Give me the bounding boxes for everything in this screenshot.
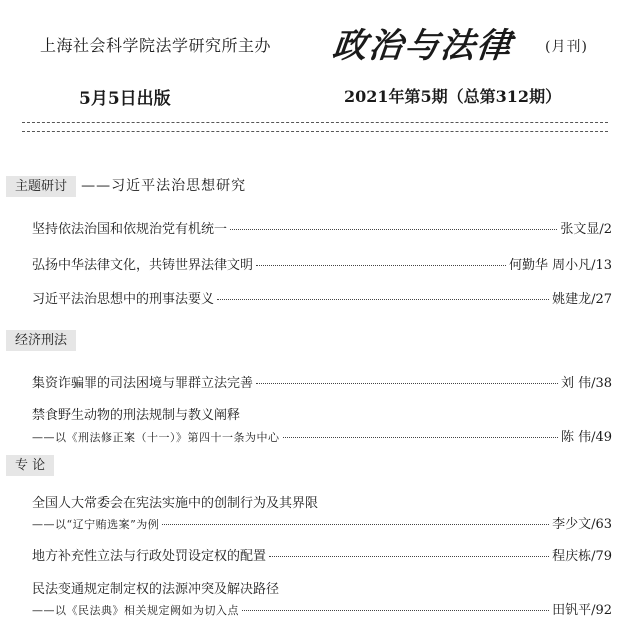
toc-entry[interactable] xyxy=(32,288,612,307)
article-author-page: 田钒平/92 xyxy=(552,603,612,618)
toc-entry-subtitle[interactable] xyxy=(32,513,612,532)
article-title: 地方补充性立法与行政处罚设定权的配置 xyxy=(32,549,267,564)
section-label: 专 论 xyxy=(6,455,54,476)
article-title: 习近平法治思想中的刑事法要义 xyxy=(32,292,215,307)
toc-entry[interactable] xyxy=(32,578,612,597)
article-author-page: 刘 伟/38 xyxy=(560,376,612,391)
header-divider xyxy=(22,122,608,132)
article-author-page: 姚建龙/27 xyxy=(552,292,612,307)
article-author-page: 张文显/2 xyxy=(560,222,612,237)
leader-dots xyxy=(256,265,506,266)
toc-entry[interactable] xyxy=(32,492,612,511)
article-subtitle: ——以《刑法修正案（十一）》第四十一条为中心 xyxy=(32,431,280,444)
leader-dots xyxy=(269,556,549,557)
leader-dots xyxy=(230,229,557,230)
article-title: 民法变通规定制定权的法源冲突及解决路径 xyxy=(32,582,280,597)
section-label: 经济刑法 xyxy=(6,330,76,351)
article-author-page: 何勤华 周小凡/13 xyxy=(508,258,612,273)
leader-dots xyxy=(256,383,558,384)
article-subtitle: ——以《民法典》相关规定阙如为切入点 xyxy=(32,604,239,617)
toc-entry-subtitle[interactable] xyxy=(32,599,612,618)
section-label: 主题研讨 xyxy=(6,176,76,197)
publication-date: 5月5日出版 xyxy=(79,89,171,109)
leader-dots xyxy=(242,610,549,611)
article-subtitle: ——以“辽宁贿选案”为例 xyxy=(32,518,160,531)
toc-entry[interactable] xyxy=(32,218,612,237)
article-title: 全国人大常委会在宪法实施中的创制行为及其界限 xyxy=(32,496,319,511)
article-author-page: 程庆栋/79 xyxy=(552,549,612,564)
issue-number: 2021年第5期（总第312期） xyxy=(344,87,562,106)
leader-dots xyxy=(217,299,549,300)
article-author-page: 李少文/63 xyxy=(552,517,612,532)
article-title: 弘扬中华法律文化，共铸世界法律文明 xyxy=(32,258,254,273)
toc-entry[interactable] xyxy=(32,254,612,273)
article-title: 集资诈骗罪的司法困境与罪群立法完善 xyxy=(32,376,254,391)
article-title: 坚持依法治国和依规治党有机统一 xyxy=(32,222,228,237)
publisher: 上海社会科学院法学研究所主办 xyxy=(40,36,272,55)
toc-entry[interactable] xyxy=(32,372,612,391)
article-author-page: 陈 伟/49 xyxy=(560,430,612,445)
frequency: (月刊) xyxy=(545,39,588,55)
leader-dots xyxy=(283,437,558,438)
leader-dots xyxy=(162,524,549,525)
section-subtitle: ——习近平法治思想研究 xyxy=(81,178,247,194)
journal-title: 政治与法律 xyxy=(330,26,515,66)
section-theme xyxy=(6,175,246,197)
toc-entry[interactable] xyxy=(32,404,612,423)
toc-entry[interactable] xyxy=(32,545,612,564)
toc-entry-subtitle[interactable] xyxy=(32,426,612,445)
article-title: 禁食野生动物的刑法规制与教义阐释 xyxy=(32,408,241,423)
